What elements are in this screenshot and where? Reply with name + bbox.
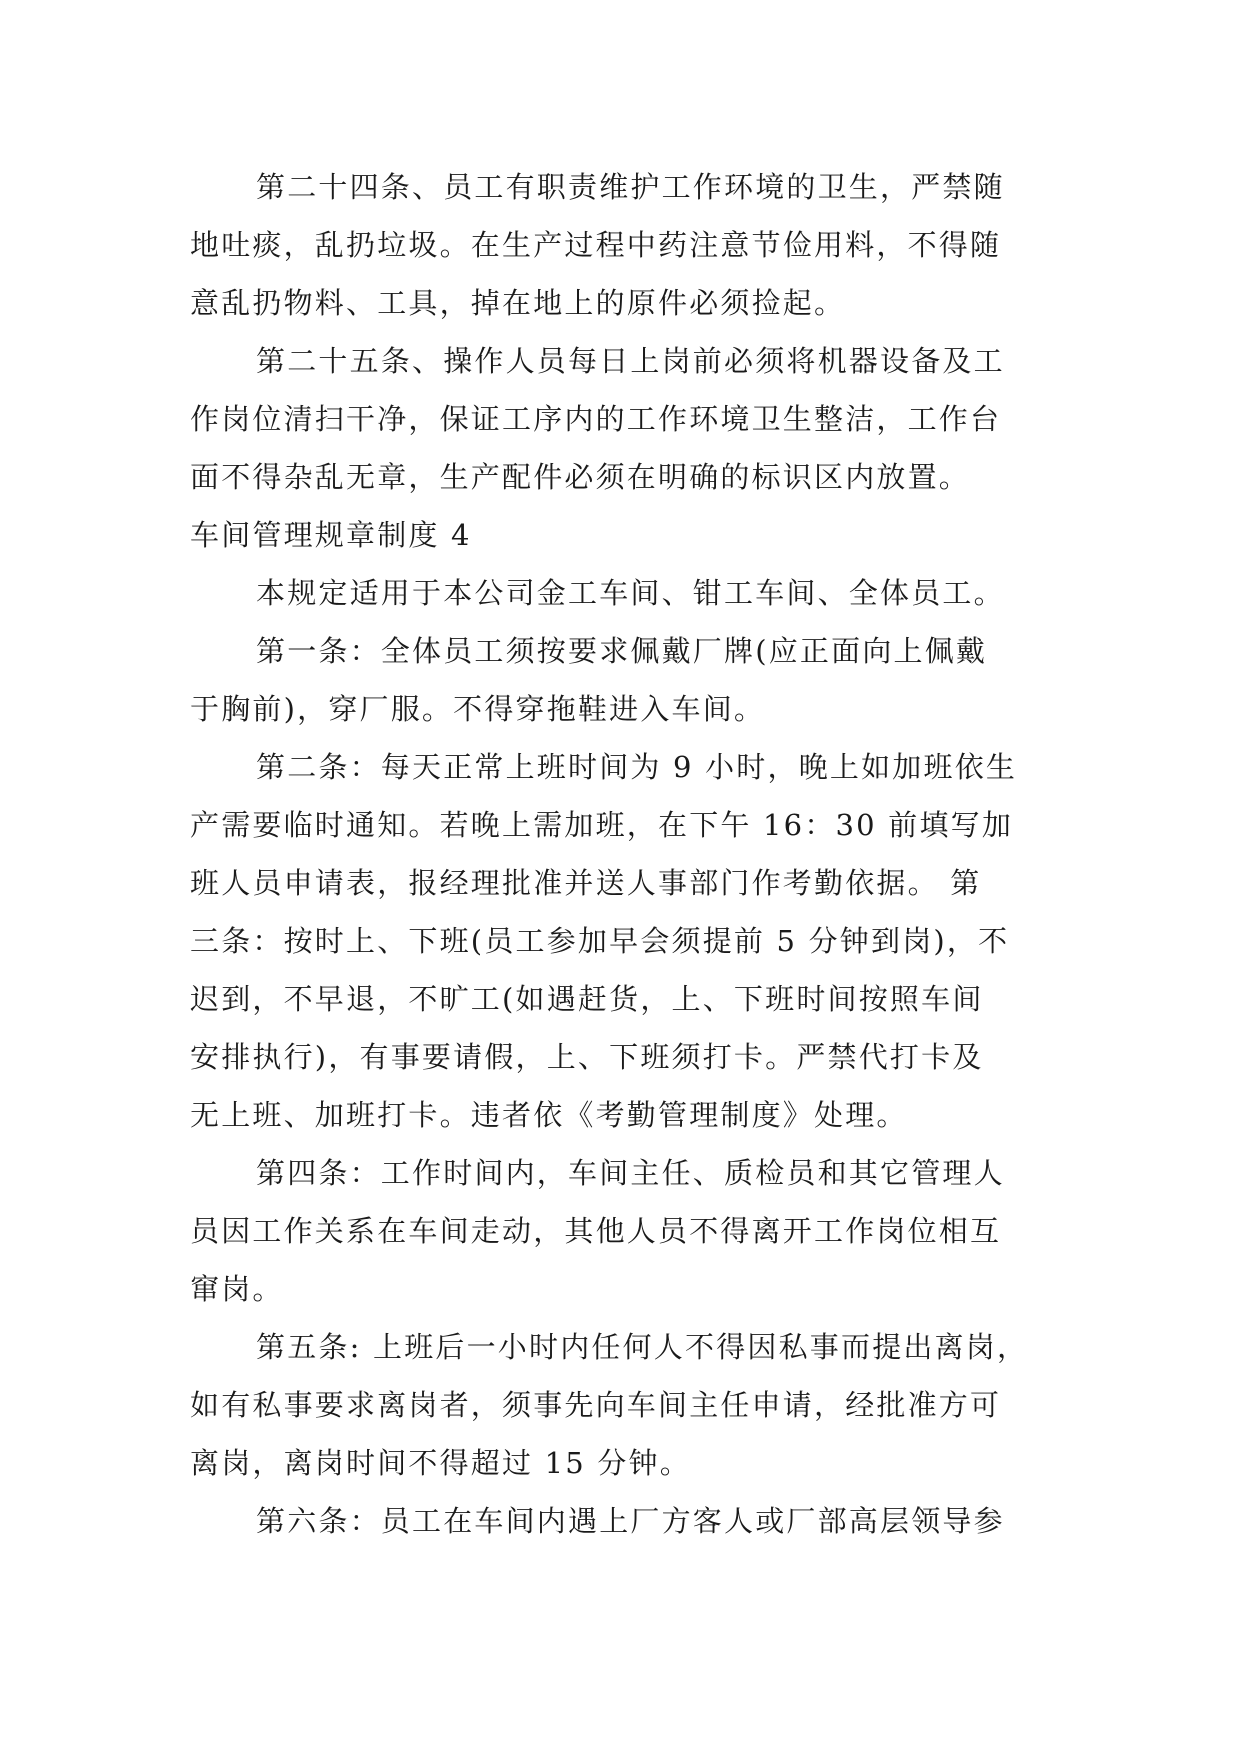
text-line: 产需要临时通知。若晚上需加班，在下午 16：30 前填写加 xyxy=(190,808,1014,842)
text-line: 第四条：工作时间内，车间主任、质检员和其它管理人 xyxy=(256,1156,1005,1190)
document-body xyxy=(190,158,1070,1550)
text-line: 第二条：每天正常上班时间为 9 小时，晚上如加班依生 xyxy=(256,750,1018,784)
text-line: 第二十五条、操作人员每日上岗前必须将机器设备及工 xyxy=(256,344,1005,378)
text-line: 迟到，不早退，不旷工(如遇赶货，上、下班时间按照车间 xyxy=(190,982,984,1016)
text-line: 窜岗。 xyxy=(190,1272,284,1306)
text-line: 无上班、加班打卡。违者依《考勤管理制度》处理。 xyxy=(190,1098,908,1132)
text-line: 于胸前)，穿厂服。不得穿拖鞋进入车间。 xyxy=(190,692,766,726)
text-line: 如有私事要求离岗者，须事先向车间主任申请，经批准方可 xyxy=(190,1388,1002,1422)
text-line: 员因工作关系在车间走动，其他人员不得离开工作岗位相互 xyxy=(190,1214,1002,1248)
text-line: 第二十四条、员工有职责维护工作环境的卫生，严禁随 xyxy=(256,170,1005,204)
text-line: 第五条: 上班后一小时内任何人不得因私事而提出离岗， xyxy=(256,1330,1029,1364)
text-line: 地吐痰，乱扔垃圾。在生产过程中药注意节俭用料，不得随 xyxy=(190,228,1002,262)
text-line: 班人员申请表，报经理批准并送人事部门作考勤依据。 第 xyxy=(190,866,982,900)
text-line: 作岗位清扫干净，保证工序内的工作环境卫生整洁，工作台 xyxy=(190,402,1002,436)
text-line: 三条：按时上、下班(员工参加早会须提前 5 分钟到岗)，不 xyxy=(190,924,1010,958)
text-line: 安排执行)，有事要请假，上、下班须打卡。严禁代打卡及 xyxy=(190,1040,984,1074)
text-line: 第六条：员工在车间内遇上厂方客人或厂部高层领导参 xyxy=(256,1504,1005,1538)
text-line: 离岗，离岗时间不得超过 15 分钟。 xyxy=(190,1446,691,1480)
text-line: 面不得杂乱无章，生产配件必须在明确的标识区内放置。 xyxy=(190,460,971,494)
text-line: 意乱扔物料、工具，掉在地上的原件必须捡起。 xyxy=(190,286,846,320)
text-line: 第一条：全体员工须按要求佩戴厂牌(应正面向上佩戴 xyxy=(256,634,988,668)
section-heading: 车间管理规章制度 4 xyxy=(190,518,472,552)
text-line: 本规定适用于本公司金工车间、钳工车间、全体员工。 xyxy=(256,576,1005,610)
